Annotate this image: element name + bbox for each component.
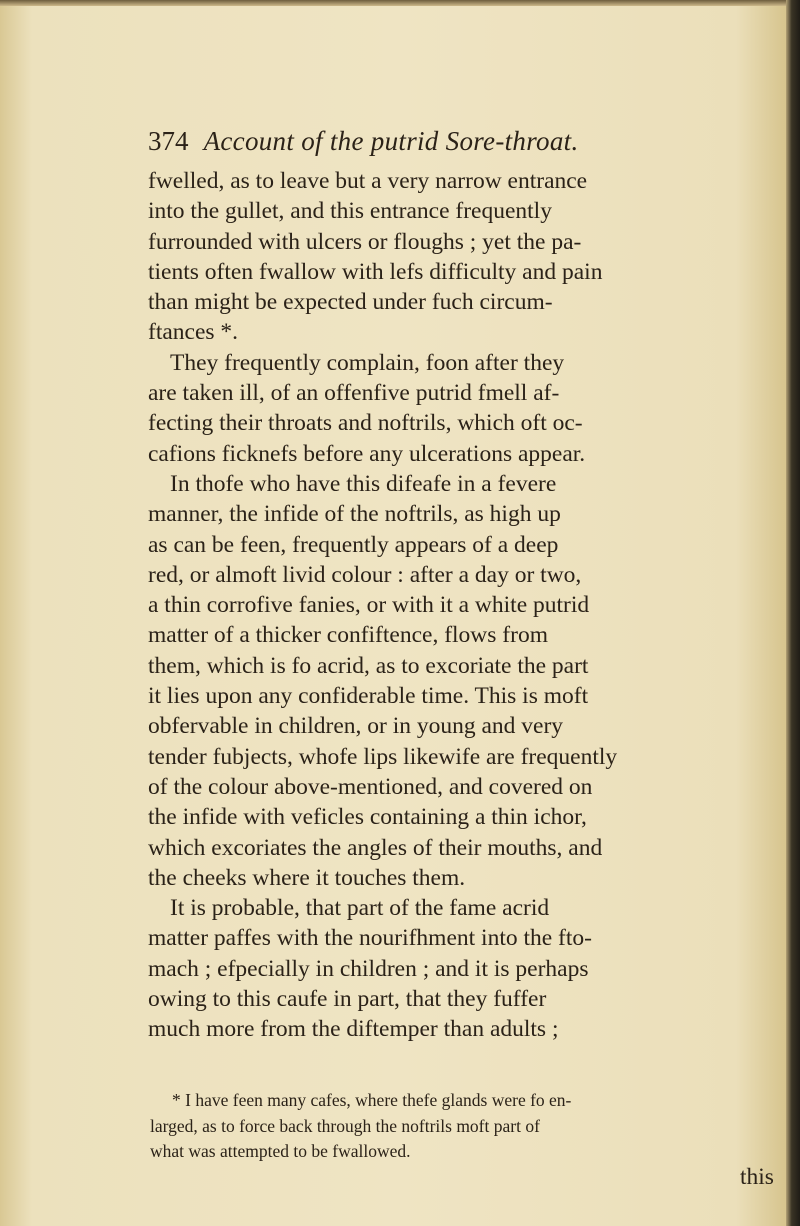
text-line: much more from the diftemper than adults ;	[148, 1016, 559, 1043]
text-line: manner, the infide of the noftrils, as high up	[148, 501, 561, 528]
text-line: are taken ill, of an offenfive putrid fmell af-	[148, 380, 560, 407]
text-line: tender fubjects, whofe lips likewife are frequently	[148, 743, 618, 770]
text-line: them, which is fo acrid, as to excoriate the part	[148, 652, 589, 679]
text-line: as can be feen, frequently appears of a deep	[148, 531, 559, 558]
text-line: fecting their throats and noftrils, which oft oc-	[148, 410, 583, 437]
text-line: owing to this caufe in part, that they fuffer	[148, 986, 547, 1013]
text-line: of the colour above-mentioned, and covered on	[148, 773, 593, 800]
footnote-line: * I have feen many cafes, where thefe glands were fo en-	[172, 1090, 572, 1110]
footnote-line: what was attempted to be fwallowed.	[150, 1141, 411, 1161]
text-line: which excoriates the angles of their mouths, and	[148, 834, 603, 861]
text-line: into the gullet, and this entrance frequently	[148, 198, 552, 225]
text-line: than might be expected under fuch circum-	[148, 289, 553, 316]
text-line: matter of a thicker confiftence, flows from	[148, 622, 548, 649]
page-number: 374	[148, 126, 189, 156]
text-line: it lies upon any confiderable time. This is moft	[148, 683, 589, 710]
catchword: this	[740, 1164, 774, 1190]
text-line: red, or almoft livid colour : after a day or two,	[148, 561, 582, 588]
text-line: ftances *.	[148, 319, 239, 346]
text-line: the cheeks where it touches them.	[148, 864, 466, 891]
text-line: cafions ficknefs before any ulcerations appear.	[148, 440, 586, 467]
text-line: fwelled, as to leave but a very narrow entrance	[148, 168, 588, 194]
running-header	[148, 126, 708, 166]
page-top-edge	[0, 0, 800, 6]
footnote-line: larged, as to force back through the noftrils moft part of	[150, 1115, 540, 1136]
text-line: tients often fwallow with lefs difficulty and pain	[148, 258, 603, 285]
footnote	[150, 1088, 790, 1165]
text-line: furrounded with ulcers or floughs ; yet the pa-	[148, 228, 582, 255]
running-title: Account of the putrid Sore-throat.	[203, 126, 579, 156]
text-line: mach ; efpecially in children ; and it is perhaps	[148, 955, 589, 982]
text-line: In thofe who have this difeafe in a fevere	[170, 470, 557, 497]
text-line: It is probable, that part of the fame acrid	[170, 895, 550, 922]
text-line: the infide with veficles containing a thin ichor,	[148, 804, 587, 831]
body-text	[148, 166, 796, 1045]
text-line: They frequently complain, foon after they	[170, 349, 565, 376]
text-line: a thin corrofive fanies, or with it a white putrid	[148, 592, 590, 619]
text-line: matter paffes with the nourifhment into the fto-	[148, 925, 592, 952]
text-line: obfervable in children, or in young and very	[148, 713, 564, 740]
